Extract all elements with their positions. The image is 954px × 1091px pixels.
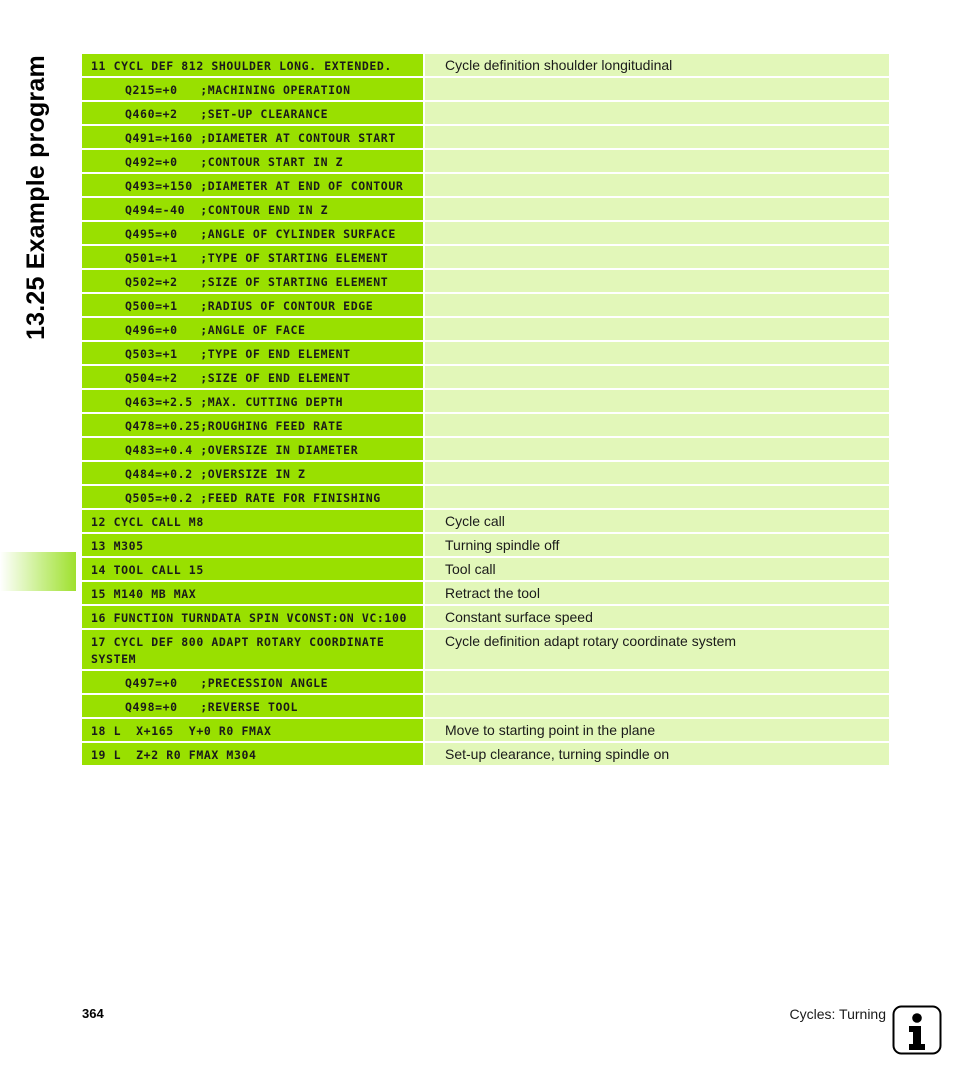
nc-block: 17 CYCL DEF 800 ADAPT ROTARY COORDINATE SYSTEM bbox=[82, 630, 423, 669]
block-description bbox=[425, 126, 889, 148]
side-title bbox=[22, 40, 66, 360]
cycle-parameter: Q460=+2 ;SET-UP CLEARANCE bbox=[82, 102, 423, 124]
program-row bbox=[82, 318, 889, 340]
cycle-parameter: Q463=+2.5 ;MAX. CUTTING DEPTH bbox=[82, 390, 423, 412]
chapter-title: 13.25 Example program bbox=[22, 55, 50, 340]
cycle-parameter: Q500=+1 ;RADIUS OF CONTOUR EDGE bbox=[82, 294, 423, 316]
block-description: Cycle definition adapt rotary coordinate system bbox=[425, 630, 889, 669]
block-description bbox=[425, 438, 889, 460]
block-description: Move to starting point in the plane bbox=[425, 719, 889, 741]
block-description bbox=[425, 102, 889, 124]
block-description bbox=[425, 294, 889, 316]
program-row bbox=[82, 222, 889, 244]
block-description: Turning spindle off bbox=[425, 534, 889, 556]
block-description: Tool call bbox=[425, 558, 889, 580]
cycle-parameter: Q478=+0.25;ROUGHING FEED RATE bbox=[82, 414, 423, 436]
program-row bbox=[82, 390, 889, 412]
footer-section-title: Cycles: Turning bbox=[789, 1006, 886, 1022]
cycle-parameter: Q494=-40 ;CONTOUR END IN Z bbox=[82, 198, 423, 220]
cycle-parameter: Q495=+0 ;ANGLE OF CYLINDER SURFACE bbox=[82, 222, 423, 244]
program-row bbox=[82, 78, 889, 100]
block-description bbox=[425, 174, 889, 196]
cycle-parameter: Q498=+0 ;REVERSE TOOL bbox=[82, 695, 423, 717]
cycle-parameter: Q493=+150 ;DIAMETER AT END OF CONTOUR bbox=[82, 174, 423, 196]
page-number: 364 bbox=[82, 1006, 104, 1021]
program-row bbox=[82, 695, 889, 717]
program-row bbox=[82, 558, 889, 580]
block-description: Cycle call bbox=[425, 510, 889, 532]
cycle-parameter: Q501=+1 ;TYPE OF STARTING ELEMENT bbox=[82, 246, 423, 268]
program-row bbox=[82, 534, 889, 556]
program-row bbox=[82, 150, 889, 172]
block-description bbox=[425, 318, 889, 340]
block-description bbox=[425, 222, 889, 244]
cycle-parameter: Q504=+2 ;SIZE OF END ELEMENT bbox=[82, 366, 423, 388]
program-row bbox=[82, 414, 889, 436]
nc-block: 12 CYCL CALL M8 bbox=[82, 510, 423, 532]
program-row bbox=[82, 342, 889, 364]
block-description bbox=[425, 342, 889, 364]
nc-block: 18 L X+165 Y+0 R0 FMAX bbox=[82, 719, 423, 741]
block-description bbox=[425, 366, 889, 388]
program-row bbox=[82, 630, 889, 669]
program-row bbox=[82, 174, 889, 196]
nc-block: 15 M140 MB MAX bbox=[82, 582, 423, 604]
chapter-tab-marker bbox=[0, 552, 76, 591]
program-row bbox=[82, 270, 889, 292]
nc-block: 19 L Z+2 R0 FMAX M304 bbox=[82, 743, 423, 765]
block-description bbox=[425, 246, 889, 268]
block-description bbox=[425, 486, 889, 508]
program-row bbox=[82, 294, 889, 316]
program-row bbox=[82, 486, 889, 508]
block-description bbox=[425, 78, 889, 100]
program-row bbox=[82, 606, 889, 628]
block-description bbox=[425, 671, 889, 693]
nc-block: 16 FUNCTION TURNDATA SPIN VCONST:ON VC:100 bbox=[82, 606, 423, 628]
program-table bbox=[82, 54, 889, 767]
program-row bbox=[82, 582, 889, 604]
cycle-parameter: Q492=+0 ;CONTOUR START IN Z bbox=[82, 150, 423, 172]
cycle-parameter: Q215=+0 ;MACHINING OPERATION bbox=[82, 78, 423, 100]
program-row bbox=[82, 743, 889, 765]
block-description bbox=[425, 462, 889, 484]
program-row bbox=[82, 102, 889, 124]
program-row bbox=[82, 366, 889, 388]
info-icon bbox=[892, 1005, 942, 1055]
nc-block: 13 M305 bbox=[82, 534, 423, 556]
block-description bbox=[425, 414, 889, 436]
block-description bbox=[425, 150, 889, 172]
block-description bbox=[425, 695, 889, 717]
block-description: Retract the tool bbox=[425, 582, 889, 604]
cycle-parameter: Q496=+0 ;ANGLE OF FACE bbox=[82, 318, 423, 340]
program-row bbox=[82, 462, 889, 484]
program-row bbox=[82, 671, 889, 693]
program-row bbox=[82, 719, 889, 741]
program-row bbox=[82, 54, 889, 76]
cycle-parameter: Q505=+0.2 ;FEED RATE FOR FINISHING bbox=[82, 486, 423, 508]
program-row bbox=[82, 510, 889, 532]
program-row bbox=[82, 246, 889, 268]
cycle-parameter: Q497=+0 ;PRECESSION ANGLE bbox=[82, 671, 423, 693]
block-description bbox=[425, 198, 889, 220]
block-description: Set-up clearance, turning spindle on bbox=[425, 743, 889, 765]
block-description bbox=[425, 270, 889, 292]
nc-block: 11 CYCL DEF 812 SHOULDER LONG. EXTENDED. bbox=[82, 54, 423, 76]
cycle-parameter: Q502=+2 ;SIZE OF STARTING ELEMENT bbox=[82, 270, 423, 292]
nc-block: 14 TOOL CALL 15 bbox=[82, 558, 423, 580]
block-description: Constant surface speed bbox=[425, 606, 889, 628]
block-description bbox=[425, 390, 889, 412]
cycle-parameter: Q484=+0.2 ;OVERSIZE IN Z bbox=[82, 462, 423, 484]
cycle-parameter: Q503=+1 ;TYPE OF END ELEMENT bbox=[82, 342, 423, 364]
program-row bbox=[82, 438, 889, 460]
block-description: Cycle definition shoulder longitudinal bbox=[425, 54, 889, 76]
cycle-parameter: Q491=+160 ;DIAMETER AT CONTOUR START bbox=[82, 126, 423, 148]
program-row bbox=[82, 198, 889, 220]
cycle-parameter: Q483=+0.4 ;OVERSIZE IN DIAMETER bbox=[82, 438, 423, 460]
program-row bbox=[82, 126, 889, 148]
